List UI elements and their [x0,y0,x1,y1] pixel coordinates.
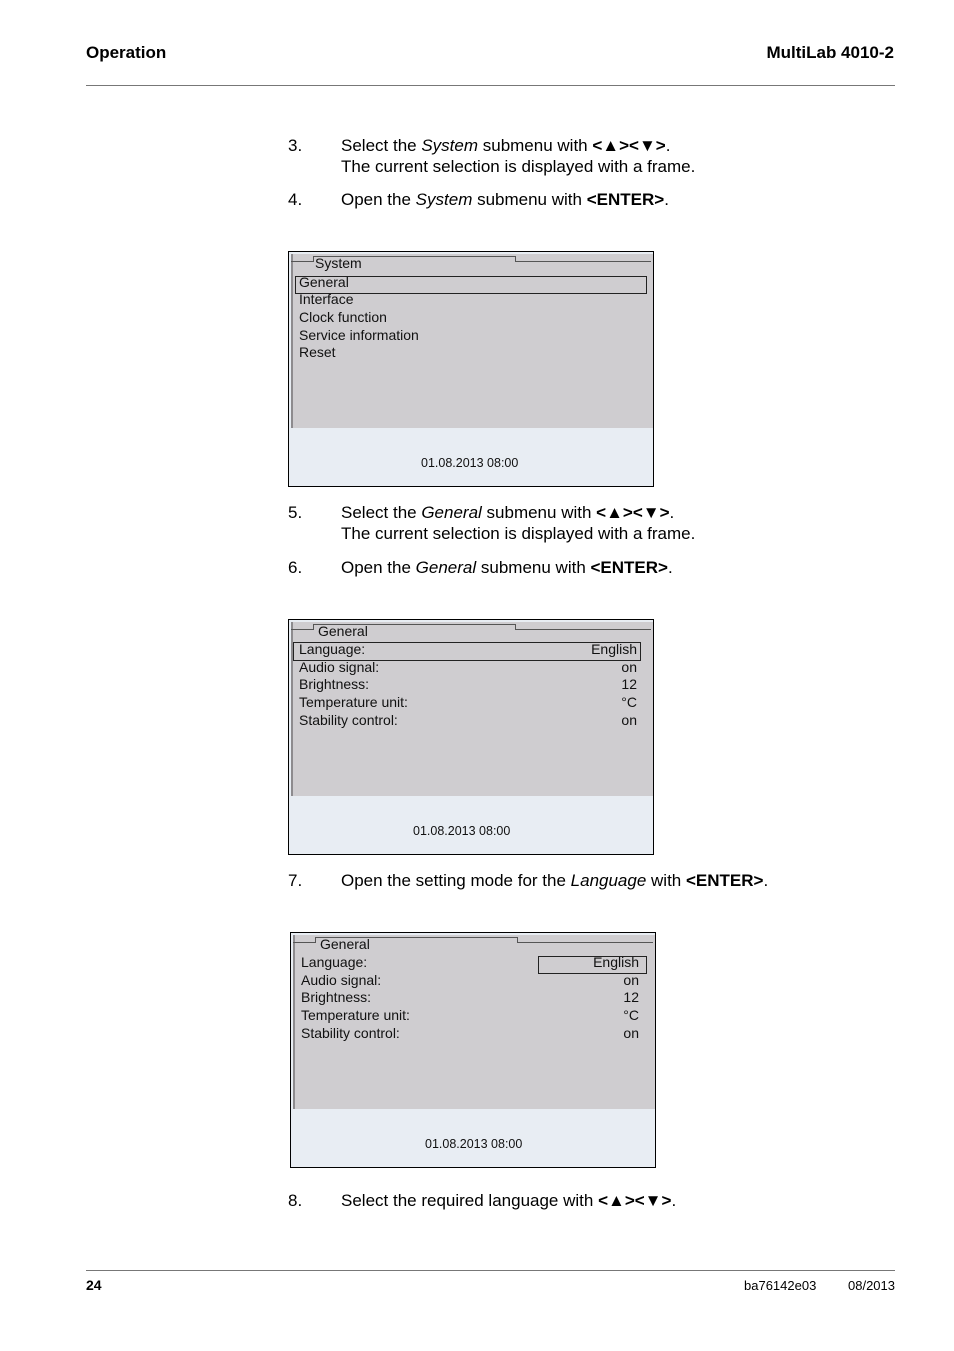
menu-item-label: Clock function [299,309,387,325]
step-emphasis: Language [570,871,647,890]
setting-value: on [621,712,637,728]
system-menu-screen [288,251,654,487]
setting-row-temperature-unit[interactable] [301,1007,639,1025]
setting-value[interactable]: English [593,954,639,970]
step-text: . [667,558,673,577]
step-number: 8. [288,1191,303,1210]
step-text: Open the [341,558,416,577]
setting-value: °C [621,694,637,710]
key-label: <▲><▼> [592,136,666,155]
key-label: <ENTER> [685,871,764,890]
key-label: <▲><▼> [596,503,670,522]
menu-item-label: General [299,274,349,290]
header-product: MultiLab 4010-2 [766,43,894,62]
screen-title: System [315,255,362,271]
step-text: with [646,871,686,890]
step-text: submenu with [481,503,597,522]
setting-row-stability-control[interactable] [299,712,637,730]
menu-item-label: Service information [299,327,419,343]
setting-label: Audio signal: [301,972,382,988]
menu-item-service-information[interactable] [299,327,637,345]
setting-row-temperature-unit[interactable] [299,694,637,712]
page-number: 24 [86,1277,102,1293]
menu-item-interface[interactable] [299,291,637,309]
step-text: Select the [341,503,422,522]
step-text: submenu with [478,136,593,155]
step-number: 6. [288,558,303,577]
setting-row-stability-control[interactable] [301,1025,639,1043]
step-emphasis: System [415,190,473,209]
setting-value: English [591,641,637,657]
setting-label: Brightness: [299,676,370,692]
setting-label: Temperature unit: [301,1007,410,1023]
setting-row-brightness[interactable] [301,989,639,1007]
step-text: . [664,190,669,209]
setting-label: Audio signal: [299,659,380,675]
step-text: . [763,871,769,890]
status-datetime: 01.08.2013 08:00 [425,1137,523,1151]
setting-value: on [623,972,639,988]
step-text: . [671,1191,677,1210]
step-number: 5. [288,503,303,522]
key-label: <ENTER> [586,190,665,209]
setting-label: Language: [299,641,366,657]
setting-label: Brightness: [301,989,372,1005]
setting-label: Temperature unit: [299,694,408,710]
status-datetime: 01.08.2013 08:00 [421,456,519,470]
document-date: 08/2013 [848,1278,895,1293]
setting-value: 12 [621,676,637,692]
setting-value: on [621,659,637,675]
general-menu-screen [288,619,654,855]
step-emphasis: General [421,503,482,522]
status-datetime: 01.08.2013 08:00 [413,824,511,838]
step-number: 7. [288,871,303,890]
menu-item-clock-function[interactable] [299,309,637,327]
step-emphasis: General [415,558,477,577]
document-id: ba76142e03 [744,1278,817,1293]
header-rule [86,85,895,86]
setting-row-language[interactable] [301,954,639,972]
setting-label: Language: [301,954,368,970]
step-text: . [665,136,671,155]
screen-title: General [318,623,368,639]
footer-rule [86,1270,895,1271]
setting-value: on [623,1025,639,1041]
menu-item-general[interactable] [299,274,637,292]
menu-item-label: Interface [299,291,354,307]
setting-label: Stability control: [299,712,398,728]
setting-row-audio-signal[interactable] [299,659,637,677]
setting-row-audio-signal[interactable] [301,972,639,990]
language-setting-screen [290,932,656,1168]
setting-row-language[interactable] [299,641,637,659]
key-label: <ENTER> [590,558,668,577]
header-section: Operation [86,43,167,62]
step-text: Select the required language with [341,1191,599,1210]
step-text: submenu with [472,190,587,209]
step-text: Open the [341,190,416,209]
step-text: submenu with [476,558,591,577]
key-label: <▲><▼> [598,1191,672,1210]
setting-value: 12 [623,989,639,1005]
step-number: 3. [288,136,303,155]
menu-item-reset[interactable] [299,344,637,362]
step-text: Select the [341,136,422,155]
step-emphasis: System [421,136,479,155]
screen-title: General [320,936,370,952]
step-note: The current selection is displayed with a frame. [341,157,696,176]
setting-value: °C [623,1007,639,1023]
setting-row-brightness[interactable] [299,676,637,694]
step-note: The current selection is displayed with a frame. [341,524,696,543]
step-text: Open the setting mode for the [341,871,571,890]
step-number: 4. [288,190,303,209]
setting-label: Stability control: [301,1025,400,1041]
menu-item-label: Reset [299,344,336,360]
step-text: . [669,503,675,522]
